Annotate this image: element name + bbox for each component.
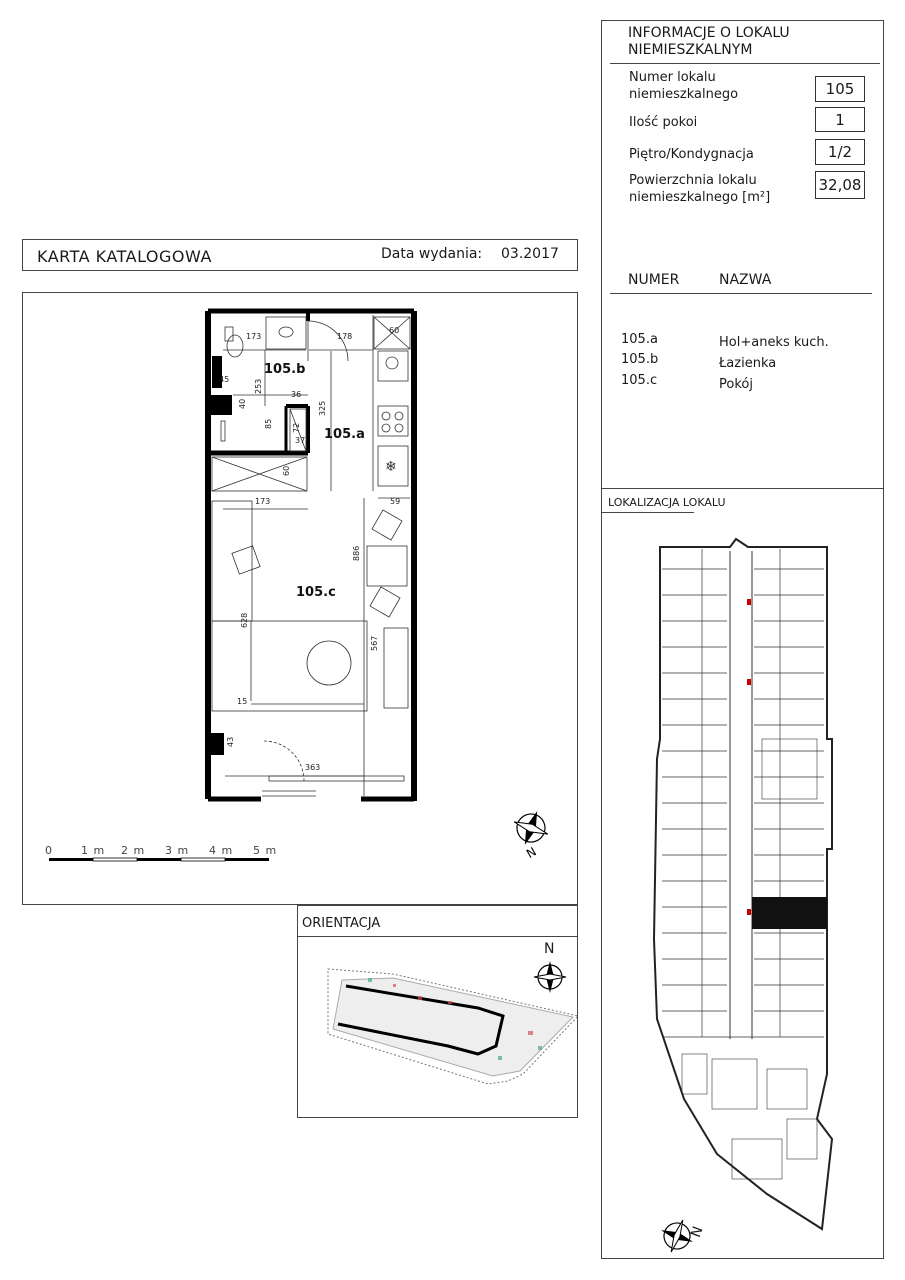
info-heading-1: INFORMACJE O LOKALU <box>628 25 790 41</box>
rooms-col-number: NUMER <box>628 272 680 288</box>
room-name-c: Pokój <box>719 377 753 392</box>
issue-date-label: Data wydania: <box>381 246 483 262</box>
svg-text:363: 363 <box>305 763 321 772</box>
info-value-area: 32,08 <box>815 171 865 199</box>
svg-text:15: 15 <box>237 697 248 706</box>
svg-text:567: 567 <box>370 635 379 651</box>
scale-bar <box>45 844 277 861</box>
info-label-number-2: niemieszkalnego <box>629 87 739 102</box>
svg-text:40: 40 <box>238 398 247 409</box>
rooms-col-name: NAZWA <box>719 272 772 288</box>
floor-plan-panel <box>22 292 578 905</box>
svg-text:628: 628 <box>240 612 249 628</box>
svg-text:59: 59 <box>390 497 401 506</box>
info-value-floor: 1/2 <box>815 139 865 165</box>
svg-text:1 m: 1 m <box>81 844 106 857</box>
orientation-north-label: N <box>544 941 555 957</box>
info-label-area-2: niemieszkalnego [m²] <box>629 190 771 205</box>
svg-text:4 m: 4 m <box>209 844 234 857</box>
info-label-floor: Piętro/Kondygnacja <box>629 147 754 162</box>
svg-text:85: 85 <box>264 418 273 429</box>
svg-text:❄: ❄ <box>385 459 397 475</box>
card-header <box>22 239 578 271</box>
room-name-a: Hol+aneks kuch. <box>719 335 829 350</box>
info-value-number: 105 <box>815 76 865 102</box>
room-number-a: 105.a <box>621 332 658 347</box>
card-title: KARTA KATALOGOWA <box>37 247 212 266</box>
info-label-area-1: Powierzchnia lokalu <box>629 173 757 188</box>
room-label-105a: 105.a <box>324 427 365 442</box>
info-column <box>601 20 884 1259</box>
svg-text:0: 0 <box>45 844 53 857</box>
svg-text:3 m: 3 m <box>165 844 190 857</box>
svg-text:N: N <box>524 844 539 862</box>
room-number-b: 105.b <box>621 352 659 367</box>
info-label-rooms: Ilość pokoi <box>629 115 698 130</box>
orientation-heading: ORIENTACJA <box>302 916 381 931</box>
unit-highlight <box>752 897 827 929</box>
building-plan <box>602 499 885 1259</box>
svg-text:36: 36 <box>291 390 302 399</box>
svg-text:178: 178 <box>337 332 353 341</box>
svg-text:45: 45 <box>219 375 230 384</box>
room-label-105c: 105.c <box>296 585 336 600</box>
info-value-rooms: 1 <box>815 107 865 132</box>
svg-text:60: 60 <box>282 465 291 476</box>
orientation-panel <box>297 905 578 1118</box>
room-number-c: 105.c <box>621 373 658 388</box>
location-heading: LOKALIZACJA LOKALU <box>608 496 726 509</box>
svg-text:173: 173 <box>246 332 262 341</box>
orientation-north-icon <box>534 961 566 993</box>
floor-plan <box>23 293 579 906</box>
svg-text:37: 37 <box>295 436 306 445</box>
orientation-map <box>298 906 579 1119</box>
room-label-105b: 105.b <box>264 362 306 377</box>
svg-text:2 m: 2 m <box>121 844 146 857</box>
svg-text:173: 173 <box>255 497 271 506</box>
svg-text:5 m: 5 m <box>253 844 278 857</box>
info-heading-2: NIEMIESZKALNYM <box>628 42 753 58</box>
svg-text:886: 886 <box>352 545 361 561</box>
svg-text:60: 60 <box>389 326 400 335</box>
svg-text:253: 253 <box>254 378 263 394</box>
issue-date: 03.2017 <box>501 246 559 262</box>
info-label-number-1: Numer lokalu <box>629 70 716 85</box>
svg-text:43: 43 <box>226 736 235 747</box>
room-name-b: Łazienka <box>719 356 777 371</box>
svg-text:72: 72 <box>292 422 301 433</box>
svg-text:325: 325 <box>318 400 327 416</box>
location-north-label: N <box>687 1224 707 1240</box>
